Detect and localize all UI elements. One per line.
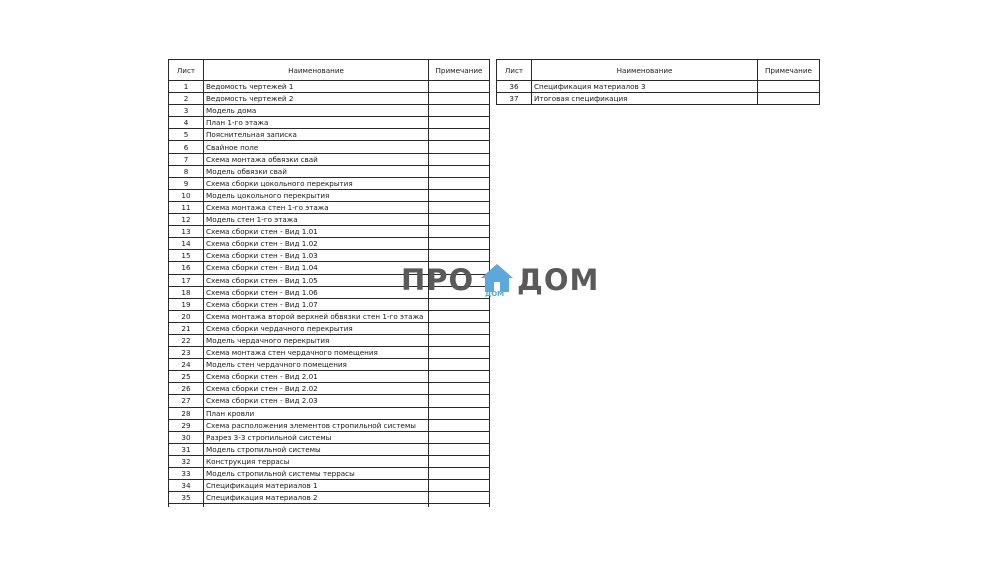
column-header-sheet: Лист <box>169 60 204 81</box>
table-row <box>169 419 490 431</box>
cell-sheet-name: Схема сборки стен - Вид 2.03 <box>204 395 429 407</box>
cell-sheet-number: 20 <box>169 310 204 322</box>
cell-note <box>429 226 490 238</box>
logo-word-right: ДОМ <box>517 263 600 297</box>
cell-note <box>429 238 490 250</box>
cell-note <box>429 371 490 383</box>
cell-sheet-name: Схема монтажа второй верхней обвязки стен 1-го этажа <box>204 310 429 322</box>
cell-sheet-name: Модель стропильной системы террасы <box>204 468 429 480</box>
table-row <box>169 383 490 395</box>
cell-sheet-number: 34 <box>169 480 204 492</box>
table-row <box>169 117 490 129</box>
cell-sheet-name: Схема сборки стен - Вид 1.04 <box>204 262 429 274</box>
cell-sheet-name: Свайное поле <box>204 141 429 153</box>
cell-sheet-number: 10 <box>169 189 204 201</box>
cell-sheet-number: 25 <box>169 371 204 383</box>
cell-sheet-number: 5 <box>169 129 204 141</box>
cell-sheet-name: Схема сборки стен - Вид 2.01 <box>204 371 429 383</box>
cell-note <box>429 117 490 129</box>
cell-note <box>429 105 490 117</box>
cell-sheet-name: Ведомость чертежей 1 <box>204 81 429 93</box>
cell-note <box>429 443 490 455</box>
cell-sheet-number: 17 <box>169 274 204 286</box>
cell-note <box>429 81 490 93</box>
cell-sheet-number: 2 <box>169 93 204 105</box>
cell-sheet-name: Схема сборки стен - Вид 1.01 <box>204 226 429 238</box>
column-header-name: Наименование <box>532 60 758 81</box>
cell-sheet-name: Итоговая спецификация <box>532 93 758 105</box>
table-row <box>169 129 490 141</box>
cell-sheet-number: 26 <box>169 383 204 395</box>
cell-note <box>429 455 490 467</box>
cell-sheet-name: Схема сборки стен - Вид 1.03 <box>204 250 429 262</box>
cell-note <box>429 165 490 177</box>
cell-sheet-number: 18 <box>169 286 204 298</box>
cell-sheet-name: Схема сборки чердачного перекрытия <box>204 322 429 334</box>
cell-note <box>429 189 490 201</box>
cell-sheet-name: Схема сборки стен - Вид 1.05 <box>204 274 429 286</box>
cell-sheet-name: Модель стропильной системы <box>204 443 429 455</box>
cell-sheet-name: Схема монтажа обвязки свай <box>204 153 429 165</box>
table-row <box>169 165 490 177</box>
cell-note <box>429 93 490 105</box>
cell-sheet-number: 9 <box>169 177 204 189</box>
cell-sheet-name: Разрез 3-3 стропильной системы <box>204 431 429 443</box>
cell-sheet-number: 16 <box>169 262 204 274</box>
cell-sheet-number: 37 <box>497 93 532 105</box>
table-header-row <box>497 60 820 81</box>
cell-note <box>429 395 490 407</box>
table-row <box>169 468 490 480</box>
cell-sheet-name: Схема монтажа стен чердачного помещения <box>204 347 429 359</box>
cell-sheet-number: 15 <box>169 250 204 262</box>
cell-sheet-number: 4 <box>169 117 204 129</box>
cell-sheet-number: 24 <box>169 359 204 371</box>
cell-sheet-number: 3 <box>169 105 204 117</box>
cell-note <box>429 480 490 492</box>
column-header-sheet: Лист <box>497 60 532 81</box>
cell-sheet-number: 11 <box>169 201 204 213</box>
cell-sheet-name: Схема сборки стен - Вид 1.02 <box>204 238 429 250</box>
cell-sheet-name: Модель стен чердачного помещения <box>204 359 429 371</box>
cell-note <box>429 322 490 334</box>
cell-sheet-name: Модель чердачного перекрытия <box>204 334 429 346</box>
cell-sheet-name: Схема сборки цокольного перекрытия <box>204 177 429 189</box>
table-row <box>169 238 490 250</box>
table-row <box>169 371 490 383</box>
cell-sheet-number: 6 <box>169 141 204 153</box>
table-row <box>169 322 490 334</box>
cell-sheet-number: 14 <box>169 238 204 250</box>
cell-sheet-name: План 1-го этажа <box>204 117 429 129</box>
watermark-logo <box>401 263 601 303</box>
cell-note <box>758 93 820 105</box>
cell-sheet-number: 29 <box>169 419 204 431</box>
cell-sheet-name: Схема монтажа стен 1-го этажа <box>204 201 429 213</box>
column-header-name: Наименование <box>204 60 429 81</box>
logo-word-left: ПРО <box>401 263 475 297</box>
table-row <box>169 153 490 165</box>
table-row <box>169 347 490 359</box>
cell-sheet-name: Пояснительная записка <box>204 129 429 141</box>
cell-sheet-name: Модель цокольного перекрытия <box>204 189 429 201</box>
cell-sheet-name: Схема сборки стен - Вид 2.02 <box>204 383 429 395</box>
table-row <box>169 480 490 492</box>
cell-note <box>429 129 490 141</box>
table-row <box>169 141 490 153</box>
table-row <box>169 226 490 238</box>
table-row <box>169 395 490 407</box>
page-bottom-margin <box>0 507 1000 563</box>
cell-note <box>429 407 490 419</box>
table-row <box>169 250 490 262</box>
table-header-row <box>169 60 490 81</box>
table-row <box>169 81 490 93</box>
table-row <box>169 492 490 504</box>
cell-sheet-number: 33 <box>169 468 204 480</box>
cell-sheet-number: 31 <box>169 443 204 455</box>
cell-sheet-number: 36 <box>497 81 532 93</box>
cell-sheet-number: 7 <box>169 153 204 165</box>
table-row <box>169 105 490 117</box>
cell-note <box>429 383 490 395</box>
cell-note <box>429 419 490 431</box>
cell-sheet-name: Схема расположения элементов стропильной системы <box>204 419 429 431</box>
cell-sheet-number: 23 <box>169 347 204 359</box>
cell-note <box>429 141 490 153</box>
table-row <box>169 443 490 455</box>
cell-note <box>429 201 490 213</box>
cell-note <box>758 81 820 93</box>
table-row <box>169 177 490 189</box>
cell-sheet-name: Схема сборки стен - Вид 1.06 <box>204 286 429 298</box>
cell-note <box>429 334 490 346</box>
table-row <box>497 93 820 105</box>
cell-note <box>429 492 490 504</box>
table-row <box>169 431 490 443</box>
cell-sheet-number: 12 <box>169 214 204 226</box>
cell-note <box>429 153 490 165</box>
table-row <box>169 189 490 201</box>
cell-note <box>429 468 490 480</box>
cell-sheet-number: 27 <box>169 395 204 407</box>
cell-note <box>429 177 490 189</box>
table-row <box>169 407 490 419</box>
cell-sheet-number: 30 <box>169 431 204 443</box>
cell-sheet-name: Схема сборки стен - Вид 1.07 <box>204 298 429 310</box>
cell-sheet-name: Спецификация материалов 3 <box>532 81 758 93</box>
table-row <box>169 93 490 105</box>
cell-note <box>429 250 490 262</box>
cell-sheet-number: 8 <box>169 165 204 177</box>
cell-sheet-number: 28 <box>169 407 204 419</box>
column-header-note: Примечание <box>429 60 490 81</box>
cell-sheet-number: 21 <box>169 322 204 334</box>
drawings-register-table-right <box>496 59 820 105</box>
table-row <box>169 310 490 322</box>
cell-sheet-name: Модель дома <box>204 105 429 117</box>
cell-sheet-name: Ведомость чертежей 2 <box>204 93 429 105</box>
cell-note <box>429 214 490 226</box>
column-header-note: Примечание <box>758 60 820 81</box>
cell-sheet-number: 22 <box>169 334 204 346</box>
cell-sheet-number: 32 <box>169 455 204 467</box>
cell-sheet-name: Спецификация материалов 2 <box>204 492 429 504</box>
cell-sheet-name: Спецификация материалов 1 <box>204 480 429 492</box>
cell-sheet-name: Модель стен 1-го этажа <box>204 214 429 226</box>
house-icon <box>480 263 514 293</box>
cell-sheet-number: 35 <box>169 492 204 504</box>
table-row <box>169 214 490 226</box>
cell-sheet-name: Модель обвязки свай <box>204 165 429 177</box>
table-row <box>169 455 490 467</box>
table-row <box>169 201 490 213</box>
logo-subtext: ДОМ <box>485 290 505 298</box>
cell-note <box>429 310 490 322</box>
cell-note <box>429 359 490 371</box>
cell-sheet-number: 1 <box>169 81 204 93</box>
table-row <box>169 359 490 371</box>
cell-note <box>429 347 490 359</box>
table-row <box>169 334 490 346</box>
cell-sheet-name: План кровли <box>204 407 429 419</box>
cell-sheet-number: 13 <box>169 226 204 238</box>
cell-sheet-name: Конструкция террасы <box>204 455 429 467</box>
cell-sheet-number: 19 <box>169 298 204 310</box>
table-row <box>497 81 820 93</box>
cell-note <box>429 431 490 443</box>
